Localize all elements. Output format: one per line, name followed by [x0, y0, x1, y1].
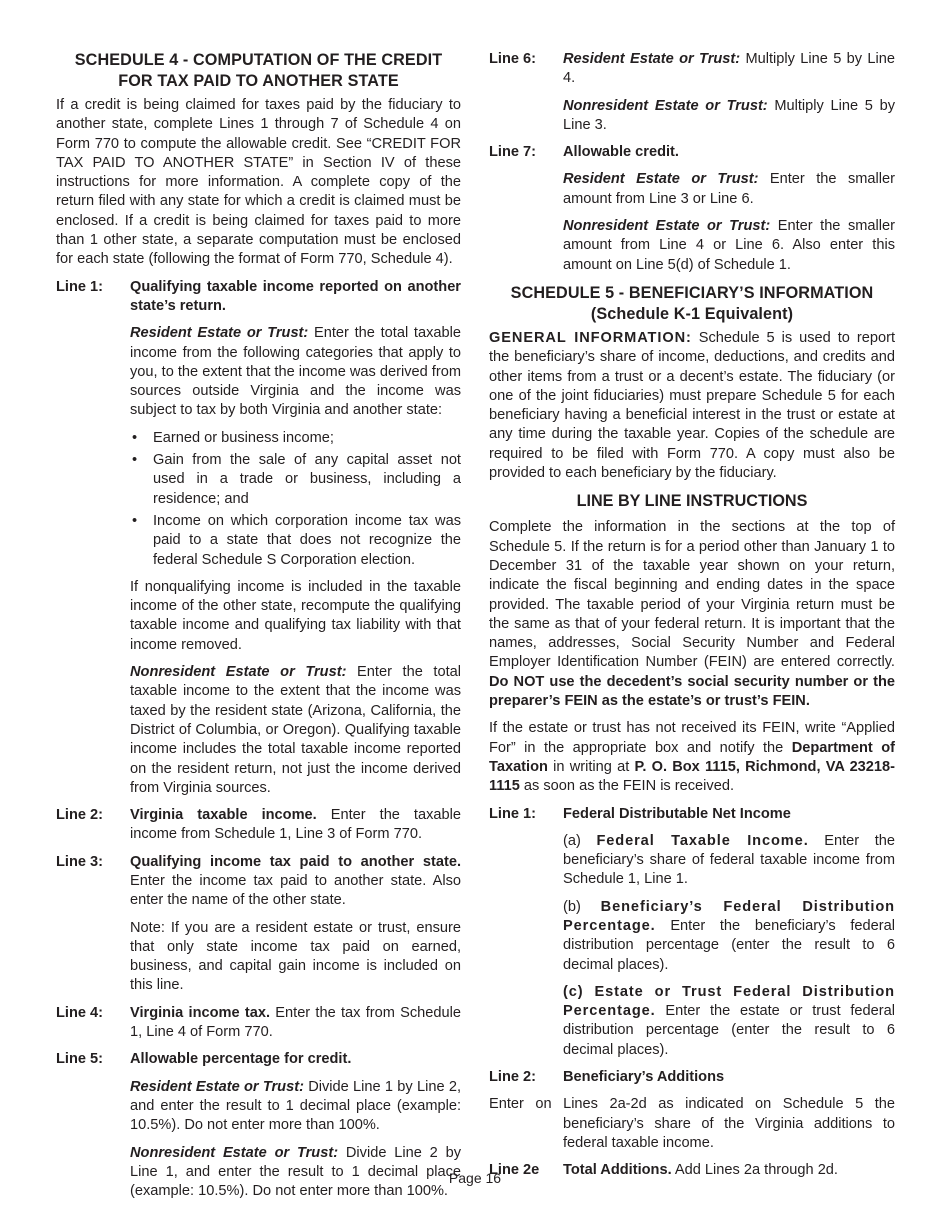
- line-by-line-heading: LINE BY LINE INSTRUCTIONS: [576, 492, 808, 511]
- s4-line3-note: Note: If you are a resident estate or trust, ensure that only state income tax paid on earned, business, and capital gain income is included on this line.: [130, 919, 461, 994]
- line-title: Allowable percentage for credit.: [130, 1051, 352, 1068]
- s4-line1-nonresident: [130, 663, 461, 798]
- s4-line2: [56, 806, 461, 845]
- line-title: Allowable credit.: [563, 144, 679, 161]
- list-item: • Gain from the sale of any capital asset not used in a trade or business, including a residence; and: [130, 451, 461, 509]
- general-info-text: Schedule 5 is used to report the beneficiary’s share of income, deductions, and credits and other items from a trust or a decent’s estate. The fiduciary (or one of the joint fiduciaries) must prepare Schedule 5 for each beneficiary having a beneficial interest in the trust or estate at any time during the taxable year. Copies of the schedule are required to be filed with Form 770. A copy must also be provided to each beneficiary by the fiduciary.: [489, 329, 895, 482]
- resident-label: Resident Estate or Trust:: [563, 51, 741, 67]
- line-title: Beneficiary’s Additions: [563, 1069, 725, 1086]
- left-column: [56, 50, 461, 1209]
- s4-line1-nonqualifying: If nonqualifying income is included in the taxable income of the other state, recompute the qualifying taxable income and qualifying tax liability with that income removed.: [130, 578, 461, 653]
- line-label: Line 2:: [489, 1069, 537, 1086]
- schedule5-complete-info: [489, 518, 895, 711]
- s4-line1-bullets: [130, 429, 461, 570]
- s5-line2: [489, 1068, 895, 1087]
- mailing-address: P. O. Box 1115, Richmond, VA 23218-1115: [489, 758, 896, 795]
- item-title: (c) Estate or Trust Federal Distribution Percentage.: [563, 983, 895, 1020]
- department-name: Department of Taxation: [489, 739, 895, 775]
- line-label: Line 1:: [489, 805, 537, 822]
- line-title: Federal Distributable Net Income: [563, 805, 791, 822]
- item-text: Enter the beneficiary’s federal distribution percentage (enter the result to 6 decimal places).: [563, 917, 895, 973]
- line-label: Line 7:: [489, 144, 537, 161]
- line-label: Line 3:: [56, 853, 104, 870]
- item-prefix: (b): [563, 898, 601, 915]
- nonresident-text: Divide Line 2 by Line 1, and enter the result to 1 decimal place (example: 10.5%). Do not enter more than 100%.: [130, 1144, 461, 1200]
- s5-line1b: [563, 898, 895, 975]
- complete-warning: Do NOT use the decedent’s social security number or the preparer’s FEIN as the estate’s or trust’s FEIN.: [489, 673, 895, 710]
- s4-line3: [56, 853, 461, 911]
- resident-text: Multiply Line 5 by Line 4.: [563, 51, 895, 87]
- s4-line5: [56, 1050, 461, 1069]
- line-text: Enter the taxable income from Schedule 1, Line 3 of Form 770.: [130, 807, 461, 843]
- s5-line1a: [563, 832, 895, 890]
- general-info-label: GENERAL INFORMATION:: [489, 329, 692, 346]
- item-title: Beneficiary’s Federal Distribution Percentage.: [563, 898, 895, 934]
- schedule5-general-info: [489, 329, 895, 483]
- complete-text: Complete the information in the sections at the top of Schedule 5. If the return is for a period other than January 1 to December 31 of the taxable year shown on your return, indicate the fiscal beginning and ending dates in the space provided. The taxable period of your Virginia return must be the same as that of your federal return. It is important that the names, addresses, Social Security Number and Federal Employer Identification Number (FEIN) are entered correctly.: [489, 519, 895, 671]
- s4-line6-nonresident: [563, 97, 895, 136]
- resident-text: Divide Line 1 by Line 2, and enter the result to 1 decimal place (example: 10.5%). Do not enter more than 100%.: [130, 1078, 462, 1134]
- line-label: Line 2:: [56, 807, 104, 824]
- s5-line1: [489, 805, 895, 824]
- s4-line1-resident: [130, 324, 461, 420]
- nonresident-label: Nonresident Estate or Trust:: [130, 1144, 339, 1161]
- item-text: Enter the beneficiary’s share of federal taxable income from Schedule 1, Line 1.: [563, 832, 896, 888]
- s4-line6: [489, 50, 895, 89]
- resident-label: Resident Estate or Trust:: [563, 171, 759, 188]
- nonresident-label: Nonresident Estate or Trust:: [563, 97, 768, 114]
- line-text: Add Lines 2a through 2d.: [671, 1162, 838, 1179]
- line-label: Line 6:: [489, 51, 537, 67]
- page-number: Page 16: [448, 1170, 502, 1186]
- line-label: Line 1:: [56, 278, 104, 295]
- s5-line2-text: Enter on Lines 2a-2d as indicated on Schedule 5 the beneficiary’s share of the Virginia additions to federal taxable income.: [489, 1096, 895, 1151]
- list-item: • Earned or business income;: [130, 429, 461, 448]
- s4-line4: [56, 1004, 461, 1043]
- line-title: Qualifying taxable income reported on another state’s return.: [130, 278, 461, 314]
- s4-line5-resident: [130, 1078, 461, 1136]
- line-title: Virginia income tax.: [130, 1004, 271, 1021]
- item-prefix: (a): [563, 832, 597, 849]
- line-label: Line 5:: [56, 1051, 104, 1068]
- s4-line1: [56, 278, 461, 317]
- resident-label: Resident Estate or Trust:: [130, 325, 309, 342]
- schedule5-heading: SCHEDULE 5 - BENEFICIARY’S INFORMATION: [510, 283, 874, 302]
- s4-line7-resident: [563, 170, 895, 209]
- item-text: Enter the estate or trust federal distribution percentage (enter the result to 6 decimal places).: [563, 1003, 895, 1058]
- schedule5-subheading: (Schedule K-1 Equivalent): [590, 304, 794, 323]
- line-label: Line 2e: [489, 1162, 540, 1179]
- nonresident-text: Enter the total taxable income to the extent that the income was taxed by the resident state (Arizona, California, the District of Columbia, or Oregon). Qualifying taxable income includes the total taxable income reported on the resident return, not just the income derived from Virginia sources.: [130, 664, 462, 796]
- resident-label: Resident Estate or Trust:: [130, 1078, 304, 1095]
- line-title: Qualifying income tax paid to another state.: [130, 853, 461, 870]
- line-text: Enter the income tax paid to another state. Also enter the name of the other state.: [130, 872, 461, 909]
- nonresident-text: Enter the smaller amount from Line 4 or Line 6. Also enter this amount on Line 5(d) of Schedule 1.: [563, 218, 895, 273]
- line-label: Line 4:: [56, 1004, 104, 1021]
- fein-text: as soon as the FEIN is received.: [519, 778, 734, 795]
- s5-line1c: [563, 983, 895, 1060]
- list-item: • Income on which corporation income tax was paid to a state that does not recognize the federal Schedule S Corporation election.: [130, 512, 461, 570]
- item-title: Federal Taxable Income.: [596, 832, 809, 849]
- right-column: [489, 50, 895, 1189]
- fein-text: If the estate or trust has not received its FEIN, write “Applied For” in the appropriate box and notify the: [489, 720, 895, 756]
- line-title: Total Additions.: [563, 1162, 672, 1179]
- line-title: Virginia taxable income.: [130, 807, 317, 824]
- nonresident-label: Nonresident Estate or Trust:: [563, 218, 771, 235]
- fein-text: in writing at: [547, 758, 635, 775]
- s4-line7: [489, 143, 895, 162]
- nonresident-label: Nonresident Estate or Trust:: [130, 664, 347, 681]
- resident-text: Enter the smaller amount from Line 3 or Line 6.: [563, 171, 895, 207]
- line-text: Enter the tax from Schedule 1, Line 4 of Form 770.: [130, 1004, 462, 1041]
- schedule4-intro: If a credit is being claimed for taxes paid by the fiduciary to another state, complete Lines 1 through 7 of Schedule 4 on Form 770 to compute the allowable credit. See “CREDIT FOR TAX PAID TO ANOTHER STATE” in Section IV of these instructions for more information. A complete copy of the return filed with any state for which a credit is claimed must be enclosed. If a credit is being claimed for taxes paid to more than 1 other state, a separate computation must be enclosed for each state (following the format of Form 770, Schedule 4).: [56, 97, 461, 268]
- nonresident-text: Multiply Line 5 by Line 3.: [563, 97, 895, 133]
- s4-line7-nonresident: [563, 217, 895, 275]
- resident-text: Enter the total taxable income from the following categories that apply to you, to the extent that the income was derived from sources outside Virginia and the income was subject to tax by both Virginia and another state:: [130, 325, 461, 419]
- schedule5-fein-info: [489, 719, 895, 796]
- schedule4-heading: SCHEDULE 4 - COMPUTATION OF THE CREDIT FOR TAX PAID TO ANOTHER STATE: [74, 51, 443, 90]
